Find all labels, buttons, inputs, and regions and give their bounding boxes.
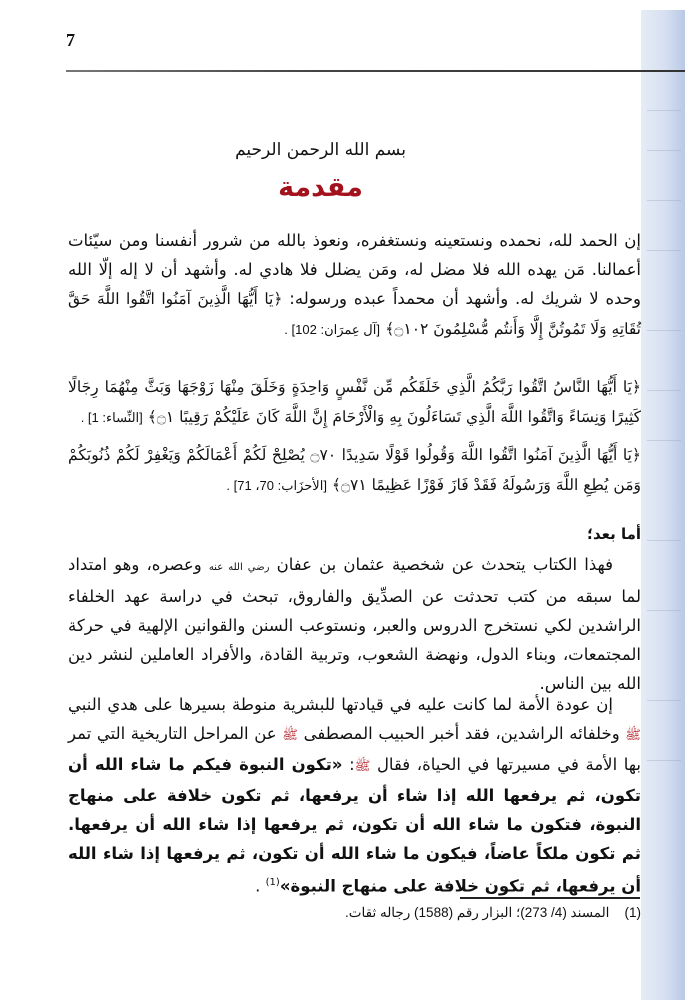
quran-verse: ﴿يَا أَيُّهَا الَّذِينَ آمَنُوا اتَّقُوا اللَّهَ حَقَّ تُقَاتِهِ وَلَا تَمُوتُنَّ إِلَّا وَأَنتُم مُّسْلِمُونَ ۝١٠٢﴾ [68,290,641,338]
footnote-rule [460,897,640,899]
quran-block-nisa [68,372,641,433]
salawat-glyph: ﷺ [354,759,371,774]
salawat-glyph: ﷺ [625,728,642,743]
verse-reference: [الأحزَاب: 70، 71] . [226,478,327,493]
paragraph-text: وخلفائه الراشدين، فقد أخبر الحبيب المصطفى [303,724,620,743]
page-number: 7 [66,30,75,50]
footnote-text: المسند (4/ 273)؛ البزار رقم (1588) رجاله ثقات. [345,905,610,920]
hadith-paragraph [68,690,641,901]
salawat-glyph: ﷺ [282,728,298,743]
colon: : [349,755,355,774]
quran-block-ahzab [68,440,641,501]
period: . [255,876,266,896]
hadith-quote: «تكون النبوة فيكم ما شاء الله أن تكون، ثم يرفعها الله إذا شاء أن يرفعها، ثم تكون خلافة على منهاج النبوة، فتكون ما شاء الله أن تكون، ثم يرفعها إذا شاء الله أن يرفعها. ثم تكون ملكاً عاضاً، فيكون ما شاء الله أن تكون، ثم يرفعها إذا شاء الله أن يرفعها، ثم تكون خلافة على منهاج النبوة» [68,755,641,896]
chapter-title: مقدمة [278,172,363,203]
footnote-number: (1) [624,905,641,920]
basmala-calligraphy: بسم الله الرحمن الرحيم [235,140,406,160]
verse-reference: [النِّساء: 1] . [80,410,143,425]
paragraph-text: إن عودة الأمة لما كانت عليه في قيادتها للبشرية منوطة بسيرها على هدي النبي [68,695,613,714]
paragraph-text: فهذا الكتاب يتحدث عن شخصية عثمان بن عفان [276,555,614,574]
paragraph-text: عن المراحل التاريخية التي تمر بها الأمة في مسيرتها في الحياة، فقال [68,724,641,774]
verse-reference: [آل عِمرَان: 102] . [284,322,380,337]
bleed-through-lines [641,0,685,1000]
quran-verse: ﴿يَا أَيُّهَا الَّذِينَ آمَنُوا اتَّقُوا اللَّهَ وَقُولُوا قَوْلًا سَدِيدًا ۝٧٠ يُصْلِحْ لَكُمْ أَعْمَالَكُمْ وَيَغْفِرْ لَكُمْ ذُنُوبَكُمْ وَمَن يُطِعِ اللَّهَ وَرَسُولَهُ فَقَدْ فَازَ فَوْزًا عَظِيمًا ۝٧١﴾ [68,446,641,494]
header-rule [66,70,685,72]
honorific-glyph: رضي الله عنه [208,562,270,573]
book-purpose-paragraph [68,550,641,698]
section-heading-amma-baad: أما بعد؛ [586,525,641,543]
footnote-marker[interactable]: (1) [265,877,280,888]
intro-paragraph [68,226,641,344]
paragraph-text: وعصره، وهو امتداد لما سبقه من كتب تحدثت عن الصدِّيق والفاروق، تبحث في دراسة عهد الخلفاء الراشدين لكي نستخرج الدروس والعبر، ونستوعب السنن والقوانين الإلهية في حركة المجتمعات، وبناء الدول، ونهضة الشعوب، وتربية القادة، والأفراد العاملين لنشر دين الله بين الناس. [68,555,641,693]
footnote [68,905,641,921]
quran-verse: ﴿يَا أَيُّهَا النَّاسُ اتَّقُوا رَبَّكُمُ الَّذِي خَلَقَكُم مِّن نَّفْسٍ وَاحِدَةٍ وَخَلَقَ مِنْهَا زَوْجَهَا وَبَثَّ مِنْهُمَا رِجَالًا كَثِيرًا وَنِسَاءً وَاتَّقُوا اللَّهَ الَّذِي تَسَاءَلُونَ بِهِ وَالْأَرْحَامَ إِنَّ اللَّهَ كَانَ عَلَيْكُمْ رَقِيبًا ۝١﴾ [68,378,641,426]
intro-text: إن الحمد لله، نحمده ونستعينه ونستغفره، ونعوذ بالله من شرور أنفسنا ومن سيّئات أعمالنا. مَن يهده الله فلا مضل له، ومَن يضلل فلا هادي له. وأشهد أن لا إله إلّا الله وحده لا شريك له. وأشهد أن محمداً عبده ورسوله: [68,231,641,308]
